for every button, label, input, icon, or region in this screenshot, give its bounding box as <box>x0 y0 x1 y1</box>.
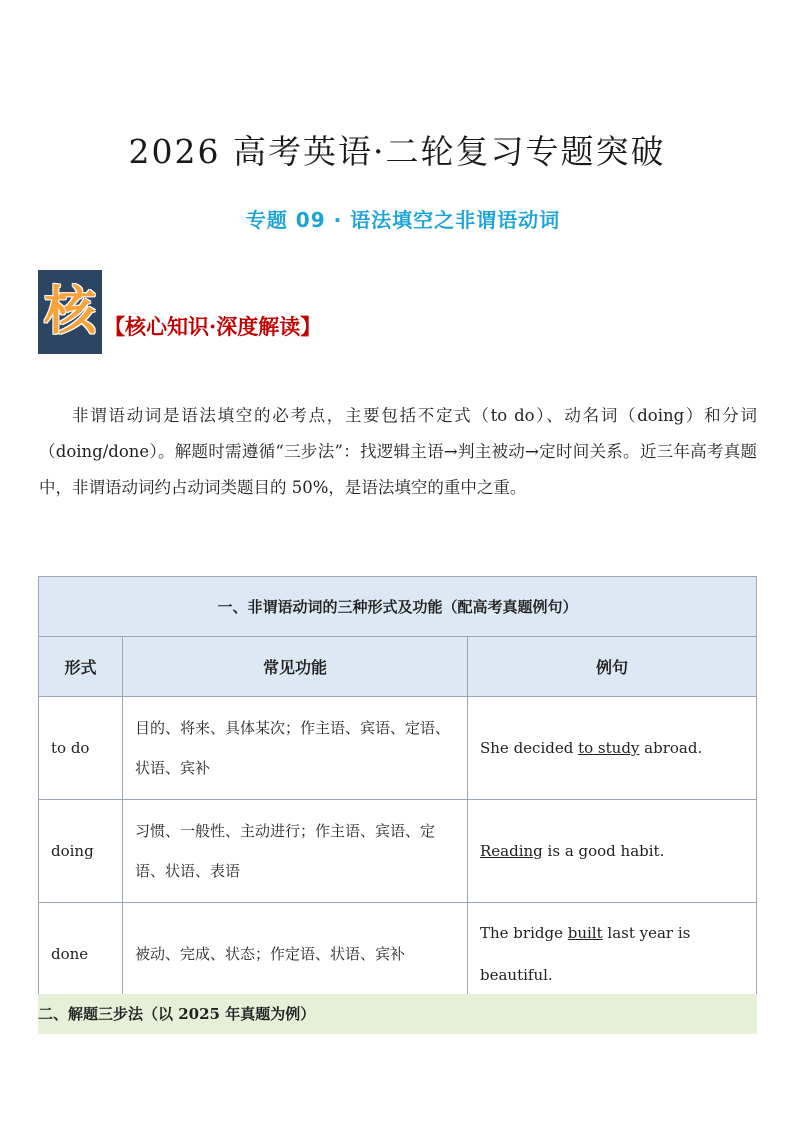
example-text: abroad. <box>639 739 703 757</box>
function-cell: 目的、将来、具体某次；作主语、宾语、定语、状语、宾补 <box>123 697 468 800</box>
example-text: is a good habit. <box>542 842 665 860</box>
example-text: The bridge <box>480 924 568 942</box>
example-underlined: built <box>567 924 603 942</box>
document-title: 2026 高考英语·二轮复习专题突破 <box>128 132 666 171</box>
header-form: 形式 <box>39 637 123 697</box>
form-cell: doing <box>39 800 123 903</box>
section-heading: 【核心知识·深度解读】 <box>104 314 322 339</box>
example-underlined: Reading <box>480 842 543 860</box>
table-caption: 一、非谓语动词的三种形式及功能（配高考真题例句） <box>39 577 757 637</box>
forms-table <box>38 576 757 1006</box>
example-text: last year is beautiful. <box>480 924 691 984</box>
table-row <box>39 697 757 800</box>
example-cell <box>468 697 757 800</box>
header-example: 例句 <box>468 637 757 697</box>
example-cell <box>468 800 757 903</box>
topic-subtitle: 专题 09 · 语法填空之非谓语动词 <box>245 208 561 232</box>
table-row <box>39 800 757 903</box>
form-cell: to do <box>39 697 123 800</box>
example-text: She decided <box>480 739 579 757</box>
intro-paragraph: 非谓语动词是语法填空的必考点，主要包括不定式（to do）、动名词（doing）和分词（doing/done）。解题时需遵循“三步法”：找逻辑主语→判主被动→定时间关系。近三年高考真题中，非谓语动词约占动词类题目的 50%，是语法填空的重中之重。 <box>39 406 757 497</box>
function-cell: 被动、完成、状态；作定语、状语、宾补 <box>123 903 468 1006</box>
table-row <box>39 903 757 1006</box>
example-cell <box>468 903 757 1006</box>
section2-heading: 二、解题三步法（以 2025 年真题为例） <box>38 994 757 1034</box>
core-badge-icon: 核 <box>38 270 102 354</box>
form-cell: done <box>39 903 123 1006</box>
function-cell: 习惯、一般性、主动进行；作主语、宾语、定语、状语、表语 <box>123 800 468 903</box>
example-underlined: to study <box>578 739 640 757</box>
header-function: 常见功能 <box>123 637 468 697</box>
